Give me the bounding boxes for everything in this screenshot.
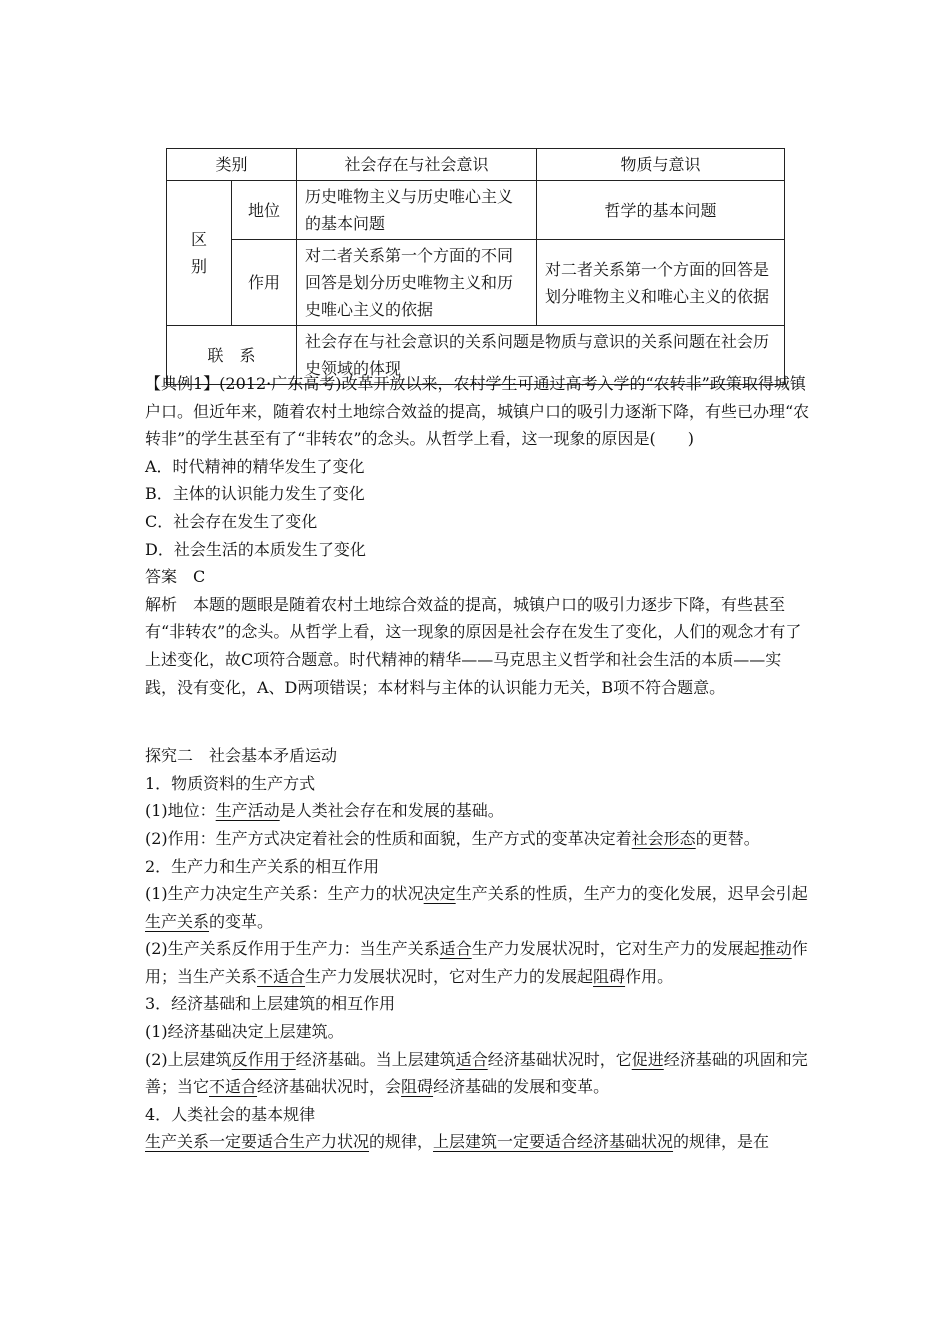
analysis: 解析 本题的题眼是随着农村土地综合效益的提高，城镇户口的吸引力逐步下降，有些甚至有“非转农”的念头。从哲学上看，这一现象的原因是社会存在发生了变化，人们的观念才有了上述变化，故C项符合题意。时代精神的精华——马克思主义哲学和社会生活的本质——实践，没有变化，A、D两项错误；本材料与主体的认识能力无关，B项不符合题意。 xyxy=(145,594,802,697)
document-body xyxy=(145,370,810,1156)
table-row xyxy=(167,181,785,240)
option-c: C．社会存在发生了变化 xyxy=(145,511,318,531)
paragraph-base: (1)经济基础决定上层建筑。 xyxy=(145,1022,344,1042)
header-matter: 物质与意识 xyxy=(537,149,785,181)
paragraph-productivity: (1)生产力决定生产关系：生产力的状况决定生产关系的性质，生产力的变化发展，迟早会引起生产关系的变革。 xyxy=(145,884,808,931)
blank-answer: 阻碍 xyxy=(593,966,626,986)
heading-2: 2．生产力和生产关系的相互作用 xyxy=(145,856,380,876)
heading-3: 3．经济基础和上层建筑的相互作用 xyxy=(145,994,396,1014)
link-label: 联 系 xyxy=(167,326,297,385)
row-label-status: 地位 xyxy=(232,181,297,240)
blank-answer: 生产关系一定要适合生产力状况 xyxy=(145,1132,370,1152)
option-a: A．时代精神的精华发生了变化 xyxy=(145,456,365,476)
diff-label: 别 xyxy=(190,257,207,276)
blank-answer: 适合 xyxy=(439,939,472,959)
option-d: D．社会生活的本质发生了变化 xyxy=(145,539,366,559)
role-matter-cell: 对二者关系第一个方面的回答是划分唯物主义和唯心主义的依据 xyxy=(537,240,785,326)
paragraph-superstructure: (2)上层建筑反作用于经济基础。当上层建筑适合经济基础状况时，它促进经济基础的巩固和完善；当它不适合经济基础状况时，会阻碍经济基础的发展和变革。 xyxy=(145,1049,808,1097)
link-text: 社会存在与社会意识的关系问题是物质与意识的关系问题在社会历史领域的体现 xyxy=(297,326,785,385)
example-question: 【典例1】(2012·广东高考)改革开放以来，农村学生可通过高考入学的“农转非”政策取得城镇户口。但近年来，随着农村土地综合效益的提高，城镇户口的吸引力逐渐下降，有些已办理“农转非”的学生甚至有了“非转农”的念头。从哲学上看，这一现象的原因是( ) xyxy=(145,374,810,449)
blank-answer: 促进 xyxy=(631,1049,664,1069)
status-social-cell: 历史唯物主义与历史唯心主义的基本问题 xyxy=(297,181,537,240)
blank-answer: 适合 xyxy=(455,1049,488,1069)
comparison-table xyxy=(166,148,785,385)
paragraph-status: (1)地位：生产活动是人类社会存在和发展的基础。 xyxy=(145,801,504,821)
blank-answer: 不适合 xyxy=(257,966,306,986)
diff-label: 区 xyxy=(190,230,207,249)
table-row xyxy=(167,240,785,326)
paragraph-role: (2)作用：生产方式决定着社会的性质和面貌，生产方式的变革决定着社会形态的更替。 xyxy=(145,828,760,848)
row-label-role: 作用 xyxy=(232,240,297,326)
header-social: 社会存在与社会意识 xyxy=(297,149,537,181)
heading-4: 4．人类社会的基本规律 xyxy=(145,1104,316,1124)
paragraph-relations: (2)生产关系反作用于生产力：当生产关系适合生产力发展状况时，它对生产力的发展起推动作用；当生产关系不适合生产力发展状况时，它对生产力的发展起阻碍作用。 xyxy=(145,939,808,986)
spacer xyxy=(145,701,810,742)
header-category: 类别 xyxy=(167,149,297,181)
status-matter-cell: 哲学的基本问题 xyxy=(537,181,785,240)
blank-answer: 决定 xyxy=(423,884,456,904)
paragraph-laws: 生产关系一定要适合生产力状况的规律，上层建筑一定要适合经济基础状况的规律，是在 xyxy=(145,1132,770,1152)
diff-label-cell xyxy=(167,181,232,326)
blank-answer: 生产关系 xyxy=(145,911,210,931)
blank-answer: 上层建筑一定要适合经济基础状况 xyxy=(433,1132,674,1152)
blank-answer: 反作用于 xyxy=(231,1049,296,1069)
blank-answer: 生产活动 xyxy=(215,801,280,821)
option-b: B．主体的认识能力发生了变化 xyxy=(145,484,365,504)
section-title: 探究二 社会基本矛盾运动 xyxy=(145,746,338,766)
heading-1: 1．物质资料的生产方式 xyxy=(145,773,316,793)
blank-answer: 不适合 xyxy=(209,1077,258,1097)
blank-answer: 社会形态 xyxy=(631,828,696,848)
role-social-cell: 对二者关系第一个方面的不同回答是划分历史唯物主义和历史唯心主义的依据 xyxy=(297,240,537,326)
blank-answer: 推动 xyxy=(759,939,792,959)
table-header-row xyxy=(167,149,785,181)
answer: 答案 C xyxy=(145,567,206,587)
blank-answer: 阻碍 xyxy=(401,1077,434,1097)
